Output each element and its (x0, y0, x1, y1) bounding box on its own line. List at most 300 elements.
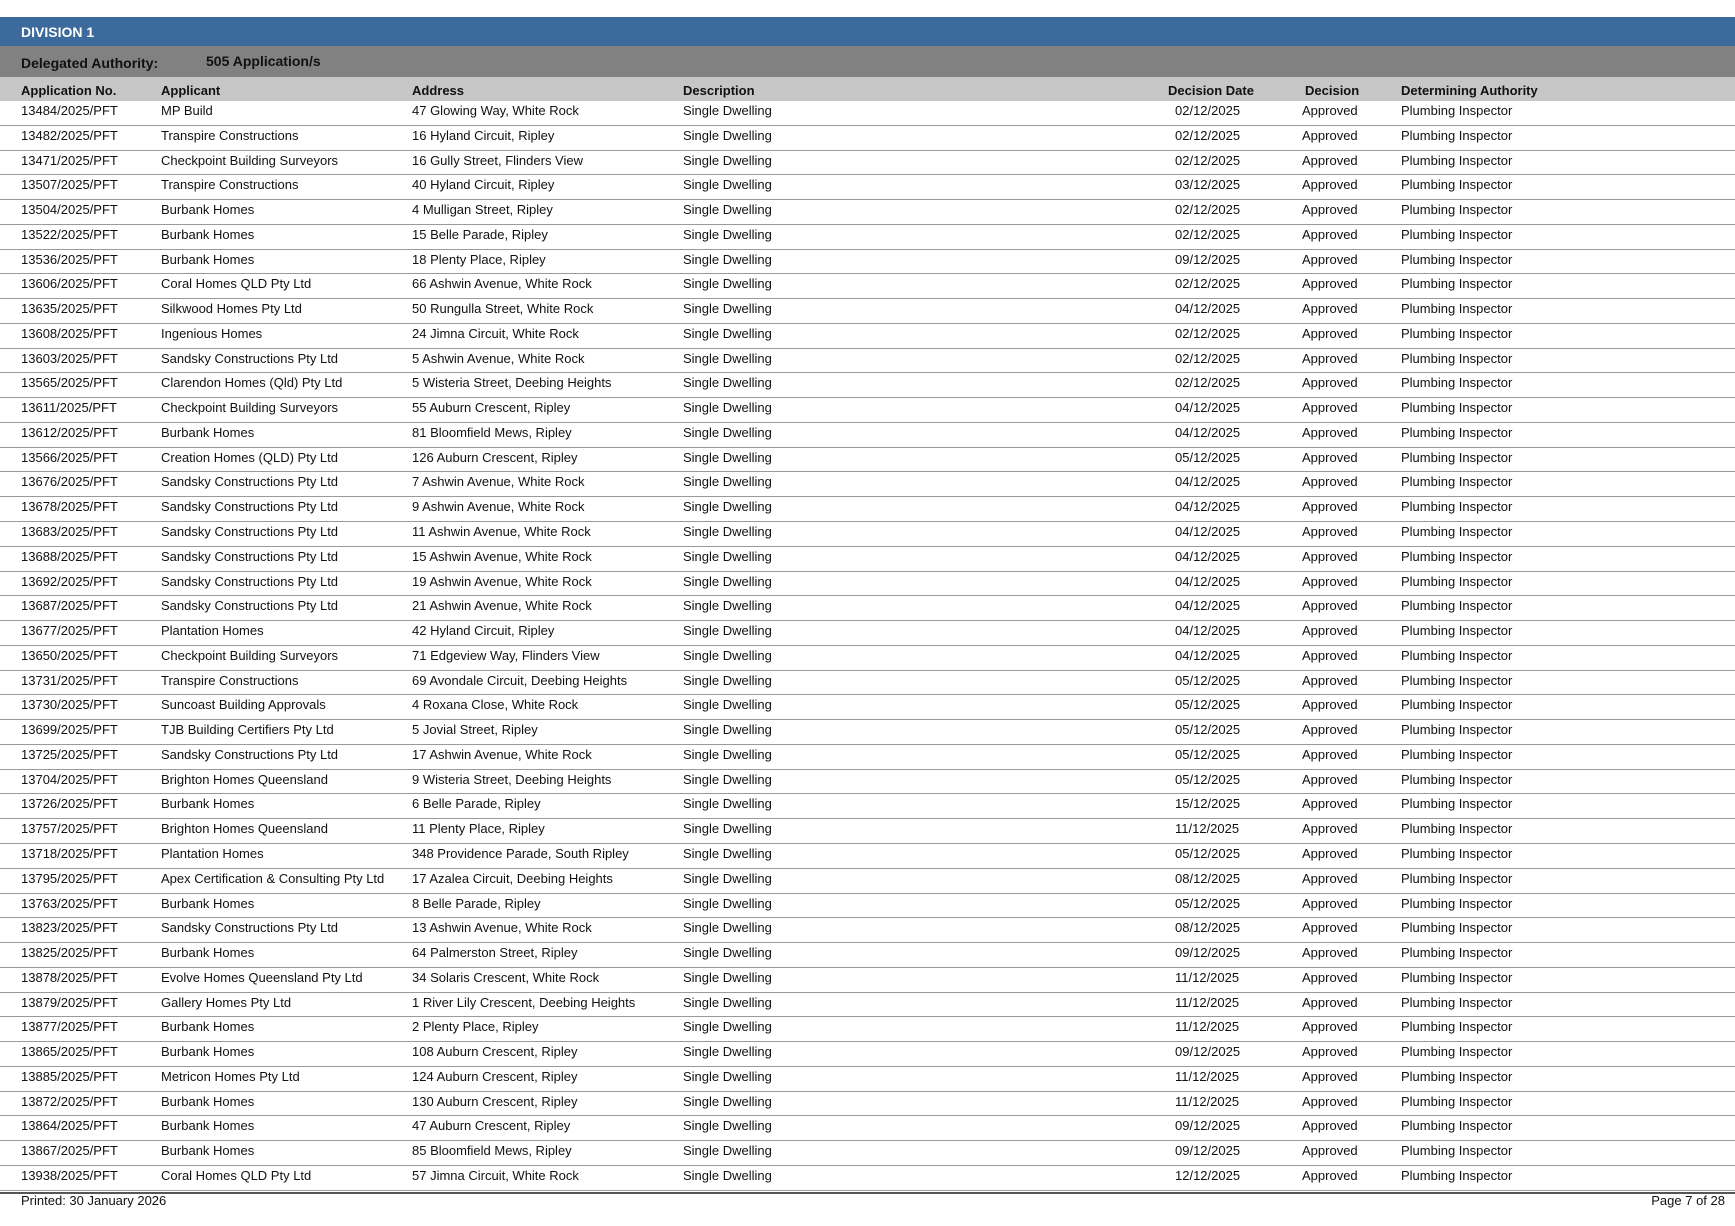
table-row (0, 547, 1735, 572)
cell-description: Single Dwelling (683, 103, 772, 118)
cell-decision-date: 04/12/2025 (1175, 499, 1241, 515)
cell-decision: Approved (1302, 771, 1358, 787)
cell-applicant: Burbank Homes (161, 251, 255, 267)
cell-description: Single Dwelling (683, 251, 772, 267)
cell-application-no: 13687/2025/PFT (21, 598, 118, 614)
cell-application-no: 13650/2025/PFT (21, 647, 118, 663)
table-row (0, 299, 1735, 324)
cell-description: Single Dwelling (683, 1143, 772, 1159)
cell-description: Single Dwelling (683, 1093, 772, 1109)
cell-decision-date: 04/12/2025 (1175, 424, 1241, 440)
cell-applicant: Ingenious Homes (161, 325, 263, 341)
cell-address: 11 Plenty Place, Ripley (412, 821, 545, 837)
cell-determining-authority: Plumbing Inspector (1401, 969, 1513, 985)
cell-applicant: Burbank Homes (161, 1044, 255, 1060)
table-row (0, 968, 1735, 993)
cell-applicant: Burbank Homes (161, 1019, 255, 1035)
cell-decision: Approved (1302, 350, 1358, 366)
cell-description: Single Dwelling (683, 969, 772, 985)
cell-determining-authority: Plumbing Inspector (1401, 226, 1513, 242)
cell-application-no: 13938/2025/PFT (21, 1167, 118, 1183)
cell-determining-authority: Plumbing Inspector (1401, 152, 1513, 168)
cell-applicant: Burbank Homes (161, 202, 255, 218)
table-row (0, 572, 1735, 597)
cell-determining-authority: Plumbing Inspector (1401, 1068, 1513, 1084)
cell-applicant: Sandsky Constructions Pty Ltd (161, 474, 339, 490)
cell-applicant: MP Build (161, 103, 213, 118)
cell-address: 21 Ashwin Avenue, White Rock (412, 598, 592, 614)
cell-description: Single Dwelling (683, 177, 772, 193)
cell-determining-authority: Plumbing Inspector (1401, 945, 1513, 961)
cell-application-no: 13878/2025/PFT (21, 969, 118, 985)
cell-application-no: 13565/2025/PFT (21, 375, 118, 391)
cell-decision: Approved (1302, 474, 1358, 490)
cell-description: Single Dwelling (683, 499, 772, 515)
cell-decision-date: 05/12/2025 (1175, 449, 1241, 465)
cell-description: Single Dwelling (683, 350, 772, 366)
cell-applicant: Burbank Homes (161, 895, 255, 911)
cell-application-no: 13507/2025/PFT (21, 177, 118, 193)
cell-determining-authority: Plumbing Inspector (1401, 895, 1513, 911)
cell-application-no: 13823/2025/PFT (21, 920, 118, 936)
cell-decision-date: 05/12/2025 (1175, 746, 1241, 762)
cell-decision-date: 05/12/2025 (1175, 895, 1241, 911)
cell-address: 57 Jimna Circuit, White Rock (412, 1167, 579, 1183)
cell-applicant: Brighton Homes Queensland (161, 821, 328, 837)
cell-decision-date: 04/12/2025 (1175, 524, 1241, 540)
cell-decision: Approved (1302, 1044, 1358, 1060)
cell-determining-authority: Plumbing Inspector (1401, 771, 1513, 787)
cell-decision-date: 11/12/2025 (1175, 1093, 1240, 1109)
cell-applicant: Apex Certification & Consulting Pty Ltd (161, 870, 385, 886)
cell-applicant: TJB Building Certifiers Pty Ltd (161, 722, 334, 738)
cell-decision-date: 11/12/2025 (1175, 969, 1240, 985)
table-row (0, 373, 1735, 398)
cell-applicant: Plantation Homes (161, 623, 264, 639)
cell-address: 15 Ashwin Avenue, White Rock (412, 548, 592, 564)
printed-date: Printed: 30 January 2026 (21, 1193, 167, 1208)
cell-decision-date: 09/12/2025 (1175, 1118, 1241, 1134)
cell-decision-date: 09/12/2025 (1175, 1044, 1241, 1060)
cell-decision-date: 04/12/2025 (1175, 548, 1241, 564)
cell-description: Single Dwelling (683, 945, 772, 961)
cell-description: Single Dwelling (683, 1019, 772, 1035)
cell-decision: Approved (1302, 152, 1358, 168)
cell-description: Single Dwelling (683, 449, 772, 465)
authority-label: Delegated Authority: (21, 55, 159, 71)
cell-address: 2 Plenty Place, Ripley (412, 1019, 539, 1035)
cell-address: 8 Belle Parade, Ripley (412, 895, 541, 911)
cell-description: Single Dwelling (683, 474, 772, 490)
cell-description: Single Dwelling (683, 524, 772, 540)
cell-decision-date: 02/12/2025 (1175, 202, 1241, 218)
cell-description: Single Dwelling (683, 1044, 772, 1060)
cell-determining-authority: Plumbing Inspector (1401, 722, 1513, 738)
cell-decision-date: 11/12/2025 (1175, 994, 1240, 1010)
cell-description: Single Dwelling (683, 375, 772, 391)
cell-decision: Approved (1302, 276, 1358, 292)
cell-determining-authority: Plumbing Inspector (1401, 1093, 1513, 1109)
cell-decision-date: 08/12/2025 (1175, 870, 1241, 886)
table-row (0, 497, 1735, 522)
cell-decision-date: 02/12/2025 (1175, 350, 1241, 366)
cell-application-no: 13726/2025/PFT (21, 796, 118, 812)
cell-address: 16 Gully Street, Flinders View (412, 152, 583, 168)
cell-application-no: 13867/2025/PFT (21, 1143, 118, 1159)
cell-application-no: 13635/2025/PFT (21, 301, 118, 317)
table-row (0, 1092, 1735, 1117)
cell-application-no: 13683/2025/PFT (21, 524, 118, 540)
cell-determining-authority: Plumbing Inspector (1401, 202, 1513, 218)
cell-description: Single Dwelling (683, 697, 772, 713)
cell-applicant: Gallery Homes Pty Ltd (161, 994, 292, 1010)
cell-application-no: 13471/2025/PFT (21, 152, 118, 168)
cell-decision: Approved (1302, 499, 1358, 515)
cell-decision: Approved (1302, 746, 1358, 762)
cell-applicant: Sandsky Constructions Pty Ltd (161, 499, 339, 515)
cell-determining-authority: Plumbing Inspector (1401, 994, 1513, 1010)
cell-determining-authority: Plumbing Inspector (1401, 301, 1513, 317)
cell-application-no: 13864/2025/PFT (21, 1118, 118, 1134)
table-header (0, 77, 1735, 101)
cell-description: Single Dwelling (683, 127, 772, 143)
cell-decision-date: 12/12/2025 (1175, 1167, 1241, 1183)
cell-description: Single Dwelling (683, 746, 772, 762)
cell-applicant: Burbank Homes (161, 945, 255, 961)
cell-decision: Approved (1302, 301, 1358, 317)
cell-address: 81 Bloomfield Mews, Ripley (412, 424, 572, 440)
cell-determining-authority: Plumbing Inspector (1401, 598, 1513, 614)
cell-decision-date: 05/12/2025 (1175, 722, 1241, 738)
cell-decision: Approved (1302, 920, 1358, 936)
cell-applicant: Sandsky Constructions Pty Ltd (161, 746, 339, 762)
cell-address: 16 Hyland Circuit, Ripley (412, 127, 555, 143)
header-application-no: Application No. (21, 83, 117, 98)
cell-applicant: Sandsky Constructions Pty Ltd (161, 548, 339, 564)
cell-determining-authority: Plumbing Inspector (1401, 870, 1513, 886)
cell-decision: Approved (1302, 226, 1358, 242)
cell-determining-authority: Plumbing Inspector (1401, 499, 1513, 515)
cell-determining-authority: Plumbing Inspector (1401, 746, 1513, 762)
table-row (0, 101, 1735, 126)
cell-determining-authority: Plumbing Inspector (1401, 1143, 1513, 1159)
cell-address: 55 Auburn Crescent, Ripley (412, 400, 571, 416)
cell-decision-date: 02/12/2025 (1175, 103, 1241, 118)
table-row (0, 324, 1735, 349)
cell-address: 11 Ashwin Avenue, White Rock (412, 524, 591, 540)
cell-decision: Approved (1302, 1143, 1358, 1159)
cell-description: Single Dwelling (683, 400, 772, 416)
cell-description: Single Dwelling (683, 202, 772, 218)
cell-description: Single Dwelling (683, 647, 772, 663)
cell-description: Single Dwelling (683, 895, 772, 911)
cell-address: 126 Auburn Crescent, Ripley (412, 449, 578, 465)
cell-determining-authority: Plumbing Inspector (1401, 697, 1513, 713)
cell-address: 34 Solaris Crescent, White Rock (412, 969, 600, 985)
cell-applicant: Sandsky Constructions Pty Ltd (161, 920, 339, 936)
table-row (0, 1166, 1735, 1191)
cell-application-no: 13795/2025/PFT (21, 870, 118, 886)
header-decision-date: Decision Date (1168, 83, 1254, 98)
cell-description: Single Dwelling (683, 424, 772, 440)
table-row (0, 522, 1735, 547)
cell-decision: Approved (1302, 697, 1358, 713)
table-row (0, 349, 1735, 374)
cell-applicant: Transpire Constructions (161, 127, 299, 143)
cell-decision-date: 02/12/2025 (1175, 276, 1241, 292)
cell-application-no: 13484/2025/PFT (21, 103, 118, 118)
cell-application-no: 13611/2025/PFT (21, 400, 117, 416)
cell-description: Single Dwelling (683, 920, 772, 936)
cell-application-no: 13730/2025/PFT (21, 697, 118, 713)
table-row (0, 745, 1735, 770)
cell-decision: Approved (1302, 796, 1358, 812)
cell-decision: Approved (1302, 400, 1358, 416)
cell-decision: Approved (1302, 994, 1358, 1010)
cell-application-no: 13603/2025/PFT (21, 350, 118, 366)
cell-decision: Approved (1302, 623, 1358, 639)
cell-address: 17 Ashwin Avenue, White Rock (412, 746, 592, 762)
cell-applicant: Coral Homes QLD Pty Ltd (161, 1167, 312, 1183)
cell-decision: Approved (1302, 1167, 1358, 1183)
cell-determining-authority: Plumbing Inspector (1401, 1044, 1513, 1060)
cell-decision: Approved (1302, 969, 1358, 985)
cell-address: 4 Mulligan Street, Ripley (412, 202, 553, 218)
cell-address: 47 Auburn Crescent, Ripley (412, 1118, 571, 1134)
cell-decision: Approved (1302, 598, 1358, 614)
header-description: Description (683, 83, 755, 98)
cell-application-no: 13608/2025/PFT (21, 325, 118, 341)
cell-description: Single Dwelling (683, 276, 772, 292)
table-row (0, 770, 1735, 795)
cell-decision-date: 02/12/2025 (1175, 127, 1241, 143)
cell-determining-authority: Plumbing Inspector (1401, 400, 1513, 416)
cell-determining-authority: Plumbing Inspector (1401, 424, 1513, 440)
cell-application-no: 13676/2025/PFT (21, 474, 118, 490)
cell-decision: Approved (1302, 1019, 1358, 1035)
cell-determining-authority: Plumbing Inspector (1401, 177, 1513, 193)
cell-address: 5 Jovial Street, Ripley (412, 722, 538, 738)
header-applicant: Applicant (161, 83, 221, 98)
header-decision: Decision (1305, 83, 1360, 98)
cell-application-no: 13877/2025/PFT (21, 1019, 118, 1035)
table-row (0, 398, 1735, 423)
table-row (0, 1017, 1735, 1042)
cell-decision-date: 05/12/2025 (1175, 771, 1241, 787)
table-row (0, 943, 1735, 968)
cell-address: 9 Ashwin Avenue, White Rock (412, 499, 585, 515)
table-row (0, 448, 1735, 473)
cell-applicant: Sandsky Constructions Pty Ltd (161, 524, 339, 540)
cell-determining-authority: Plumbing Inspector (1401, 127, 1513, 143)
cell-address: 40 Hyland Circuit, Ripley (412, 177, 555, 193)
cell-application-no: 13612/2025/PFT (21, 424, 118, 440)
cell-decision: Approved (1302, 647, 1358, 663)
cell-determining-authority: Plumbing Inspector (1401, 251, 1513, 267)
cell-applicant: Metricon Homes Pty Ltd (161, 1068, 300, 1084)
cell-decision-date: 08/12/2025 (1175, 920, 1241, 936)
authority-count: 505 Application/s (206, 53, 321, 69)
page-number: Page 7 of 28 (1651, 1193, 1725, 1208)
cell-address: 7 Ashwin Avenue, White Rock (412, 474, 585, 490)
cell-applicant: Checkpoint Building Surveyors (161, 647, 339, 663)
cell-application-no: 13699/2025/PFT (21, 722, 118, 738)
cell-determining-authority: Plumbing Inspector (1401, 573, 1513, 589)
cell-determining-authority: Plumbing Inspector (1401, 647, 1513, 663)
cell-determining-authority: Plumbing Inspector (1401, 1167, 1513, 1183)
cell-application-no: 13536/2025/PFT (21, 251, 118, 267)
cell-decision-date: 04/12/2025 (1175, 301, 1241, 317)
cell-determining-authority: Plumbing Inspector (1401, 375, 1513, 391)
cell-decision-date: 05/12/2025 (1175, 697, 1241, 713)
cell-decision-date: 09/12/2025 (1175, 945, 1241, 961)
cell-applicant: Brighton Homes Queensland (161, 771, 328, 787)
cell-determining-authority: Plumbing Inspector (1401, 350, 1513, 366)
cell-applicant: Sandsky Constructions Pty Ltd (161, 598, 339, 614)
cell-address: 42 Hyland Circuit, Ripley (412, 623, 555, 639)
cell-address: 17 Azalea Circuit, Deebing Heights (412, 870, 613, 886)
cell-decision-date: 02/12/2025 (1175, 325, 1241, 341)
cell-address: 9 Wisteria Street, Deebing Heights (412, 771, 612, 787)
cell-decision: Approved (1302, 548, 1358, 564)
cell-determining-authority: Plumbing Inspector (1401, 821, 1513, 837)
cell-application-no: 13757/2025/PFT (21, 821, 118, 837)
table-row (0, 894, 1735, 919)
cell-decision-date: 04/12/2025 (1175, 573, 1241, 589)
cell-address: 108 Auburn Crescent, Ripley (412, 1044, 578, 1060)
cell-decision: Approved (1302, 524, 1358, 540)
table-row (0, 646, 1735, 671)
cell-determining-authority: Plumbing Inspector (1401, 449, 1513, 465)
cell-description: Single Dwelling (683, 623, 772, 639)
cell-determining-authority: Plumbing Inspector (1401, 524, 1513, 540)
cell-description: Single Dwelling (683, 598, 772, 614)
cell-determining-authority: Plumbing Inspector (1401, 276, 1513, 292)
cell-determining-authority: Plumbing Inspector (1401, 548, 1513, 564)
cell-applicant: Checkpoint Building Surveyors (161, 400, 339, 416)
table-row (0, 274, 1735, 299)
cell-determining-authority: Plumbing Inspector (1401, 672, 1513, 688)
cell-address: 5 Ashwin Avenue, White Rock (412, 350, 585, 366)
cell-address: 4 Roxana Close, White Rock (412, 697, 579, 713)
cell-decision-date: 04/12/2025 (1175, 598, 1241, 614)
cell-decision-date: 11/12/2025 (1175, 1019, 1240, 1035)
table-row (0, 126, 1735, 151)
cell-decision: Approved (1302, 202, 1358, 218)
cell-applicant: Burbank Homes (161, 424, 255, 440)
table-row (0, 1116, 1735, 1141)
cell-decision: Approved (1302, 722, 1358, 738)
cell-application-no: 13725/2025/PFT (21, 746, 118, 762)
cell-description: Single Dwelling (683, 548, 772, 564)
cell-applicant: Creation Homes (QLD) Pty Ltd (161, 449, 339, 465)
table-row (0, 819, 1735, 844)
table-row (0, 200, 1735, 225)
cell-decision: Approved (1302, 127, 1358, 143)
cell-decision: Approved (1302, 870, 1358, 886)
cell-decision-date: 03/12/2025 (1175, 177, 1241, 193)
cell-address: 15 Belle Parade, Ripley (412, 226, 548, 242)
division-title: DIVISION 1 (21, 24, 95, 40)
cell-application-no: 13606/2025/PFT (21, 276, 118, 292)
header-address: Address (412, 83, 465, 98)
cell-applicant: Burbank Homes (161, 1093, 255, 1109)
cell-address: 348 Providence Parade, South Ripley (412, 845, 629, 861)
cell-address: 66 Ashwin Avenue, White Rock (412, 276, 592, 292)
table-row (0, 1067, 1735, 1092)
table-row (0, 918, 1735, 943)
cell-applicant: Silkwood Homes Pty Ltd (161, 301, 302, 317)
cell-description: Single Dwelling (683, 870, 772, 886)
cell-description: Single Dwelling (683, 1118, 772, 1134)
cell-description: Single Dwelling (683, 573, 772, 589)
cell-description: Single Dwelling (683, 845, 772, 861)
cell-address: 6 Belle Parade, Ripley (412, 796, 541, 812)
cell-application-no: 13504/2025/PFT (21, 202, 118, 218)
cell-applicant: Sandsky Constructions Pty Ltd (161, 350, 339, 366)
cell-determining-authority: Plumbing Inspector (1401, 103, 1513, 118)
cell-address: 5 Wisteria Street, Deebing Heights (412, 375, 612, 391)
table-row (0, 596, 1735, 621)
table-row (0, 250, 1735, 275)
applications-table-body (0, 101, 1735, 1191)
cell-application-no: 13879/2025/PFT (21, 994, 118, 1010)
footer-divider (0, 1192, 1735, 1194)
cell-application-no: 13718/2025/PFT (21, 845, 118, 861)
cell-description: Single Dwelling (683, 771, 772, 787)
cell-decision: Approved (1302, 449, 1358, 465)
table-row (0, 472, 1735, 497)
cell-description: Single Dwelling (683, 152, 772, 168)
cell-description: Single Dwelling (683, 994, 772, 1010)
cell-application-no: 13704/2025/PFT (21, 771, 118, 787)
cell-application-no: 13522/2025/PFT (21, 226, 118, 242)
cell-description: Single Dwelling (683, 1068, 772, 1084)
cell-applicant: Burbank Homes (161, 1118, 255, 1134)
cell-application-no: 13692/2025/PFT (21, 573, 118, 589)
cell-applicant: Plantation Homes (161, 845, 264, 861)
cell-address: 19 Ashwin Avenue, White Rock (412, 573, 592, 589)
cell-applicant: Suncoast Building Approvals (161, 697, 326, 713)
cell-decision-date: 09/12/2025 (1175, 1143, 1241, 1159)
cell-description: Single Dwelling (683, 722, 772, 738)
cell-application-no: 13872/2025/PFT (21, 1093, 118, 1109)
cell-application-no: 13763/2025/PFT (21, 895, 118, 911)
cell-applicant: Burbank Homes (161, 796, 255, 812)
cell-applicant: Burbank Homes (161, 1143, 255, 1159)
cell-determining-authority: Plumbing Inspector (1401, 920, 1513, 936)
cell-application-no: 13688/2025/PFT (21, 548, 118, 564)
cell-decision-date: 05/12/2025 (1175, 845, 1241, 861)
cell-decision: Approved (1302, 375, 1358, 391)
cell-decision-date: 04/12/2025 (1175, 647, 1241, 663)
table-row (0, 423, 1735, 448)
cell-decision: Approved (1302, 895, 1358, 911)
cell-address: 13 Ashwin Avenue, White Rock (412, 920, 592, 936)
cell-determining-authority: Plumbing Inspector (1401, 796, 1513, 812)
table-row (0, 225, 1735, 250)
cell-determining-authority: Plumbing Inspector (1401, 1019, 1513, 1035)
cell-applicant: Checkpoint Building Surveyors (161, 152, 339, 168)
table-row (0, 175, 1735, 200)
cell-address: 130 Auburn Crescent, Ripley (412, 1093, 578, 1109)
cell-address: 47 Glowing Way, White Rock (412, 103, 579, 118)
division-header (0, 17, 1735, 46)
cell-decision: Approved (1302, 945, 1358, 961)
cell-address: 71 Edgeview Way, Flinders View (412, 647, 600, 663)
cell-applicant: Transpire Constructions (161, 177, 299, 193)
cell-description: Single Dwelling (683, 672, 772, 688)
